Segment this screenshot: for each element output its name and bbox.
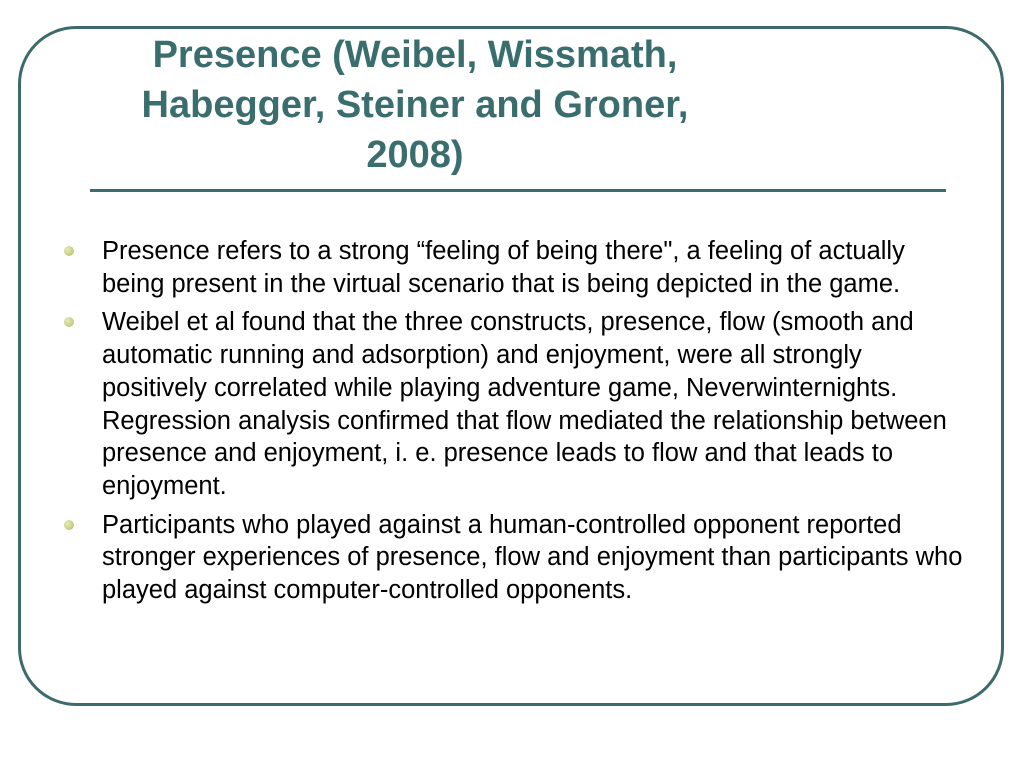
bullet-text: Participants who played against a human-controlled opponent reported stronger experiences of presence, flow and enjoyment than participants who played against computer-controlled opponents. [102,510,963,605]
bullet-item [62,235,967,300]
slide-title: Presence (Weibel, Wissmath, Habegger, Steiner and Groner, 2008) [141,34,689,176]
bullet-text: Weibel et al found that the three constructs, presence, flow (smooth and automatic running and adsorption) and enjoyment, were all strongly positively correlated while playing adventure game, Neverwinternights. Regression analysis confirmed that flow mediated the relationship between presence and enjoyment, i. e. presence leads to flow and that leads to enjoyment. [102,308,947,500]
bullet-list [62,235,967,613]
bullet-icon [64,246,74,256]
bullet-text: Presence refers to a strong “feeling of being there", a feeling of actually being present in the virtual scenario that is being depicted in the game. [102,237,905,298]
bullet-item [62,306,967,502]
bullet-item [62,509,967,607]
bullet-icon [64,317,74,327]
title-divider [90,189,946,192]
bullet-icon [64,520,74,530]
